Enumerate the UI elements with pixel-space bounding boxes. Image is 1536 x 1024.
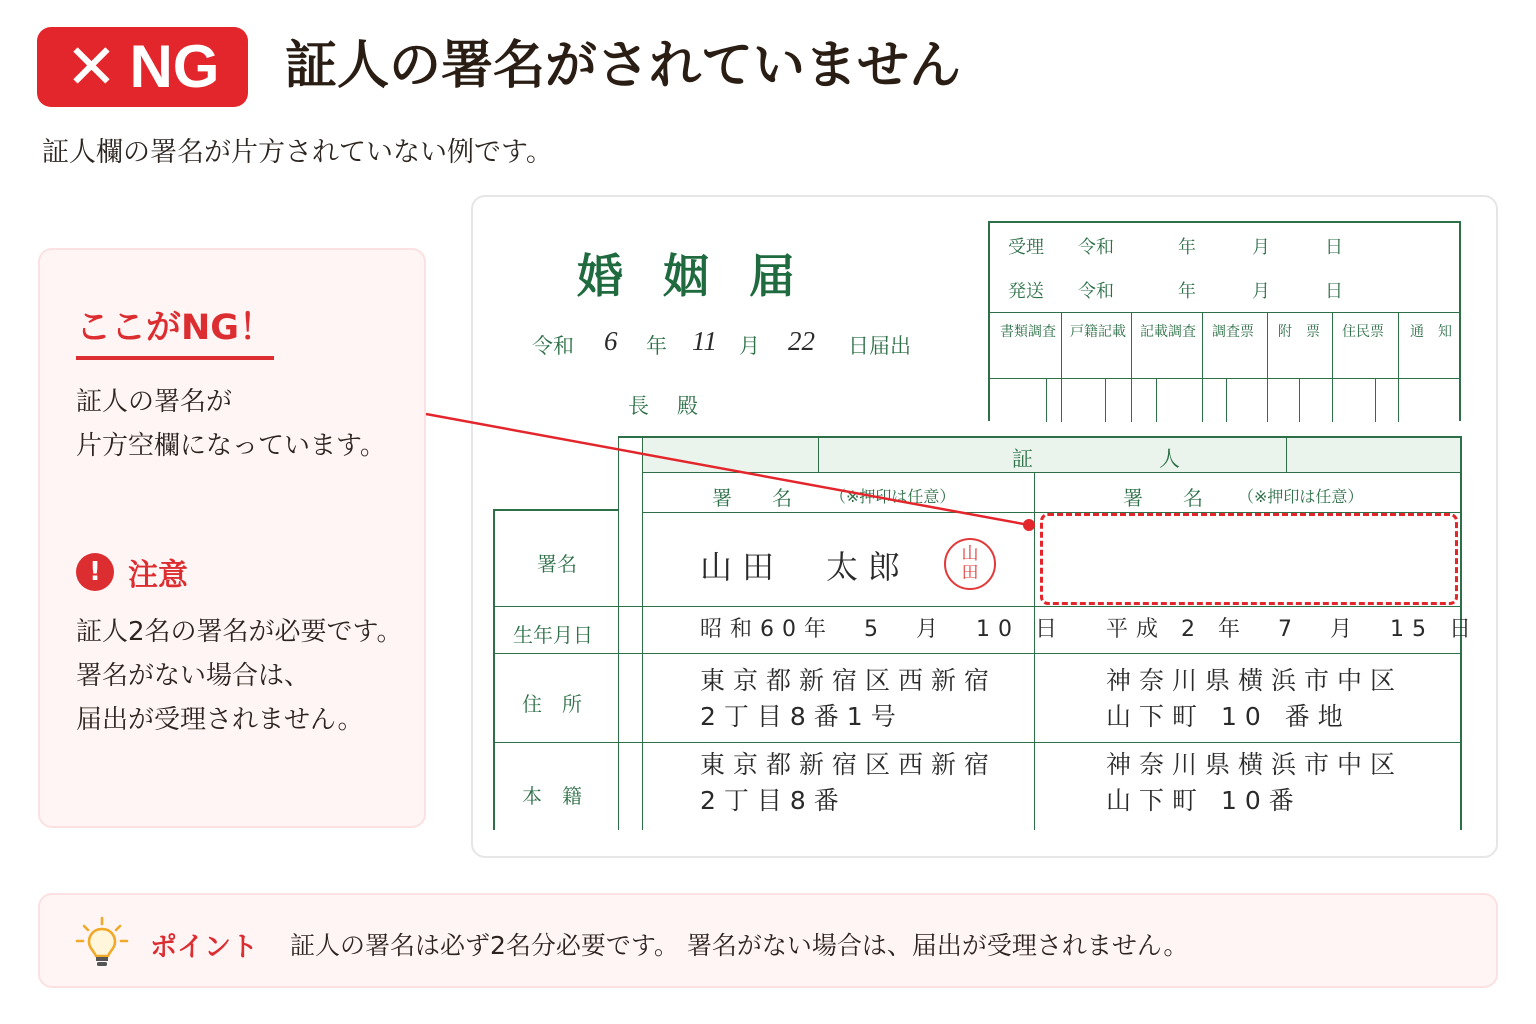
reception-day: 日 xyxy=(1325,281,1343,302)
note-line: 証人の署名が xyxy=(76,387,233,417)
reception-label: 受理 xyxy=(1008,237,1044,258)
reception-cell-label: 調査票 xyxy=(1212,324,1254,340)
reception-label: 発送 xyxy=(1008,281,1044,302)
form-month-label: 月 xyxy=(739,334,760,358)
exclamation-icon: ! xyxy=(76,553,114,591)
form-day: 22 xyxy=(788,326,815,356)
pointer-dot xyxy=(1023,519,1035,531)
page-title: 証人の署名がされていません xyxy=(285,36,962,96)
witness1-signature: 山田 太郎 xyxy=(700,548,911,586)
form-chou: 長殿 xyxy=(628,394,726,418)
pointer-connector xyxy=(426,414,1029,525)
caution-line: 署名がない場合は、 xyxy=(76,661,311,691)
form-year: 6 xyxy=(604,326,618,356)
reception-cell-label: 附 票 xyxy=(1278,324,1320,340)
form-title: 婚姻届 xyxy=(577,249,835,303)
cross-icon: ✕ xyxy=(65,30,118,103)
witness1-address-line2: 2丁目8番1号 xyxy=(700,702,904,731)
caution-line: 証人2名の署名が必要です。 xyxy=(76,617,403,647)
form-month: 11 xyxy=(692,326,717,356)
reception-era: 令和 xyxy=(1078,237,1114,258)
reception-month: 月 xyxy=(1252,281,1270,302)
row-label-honseki: 本 籍 xyxy=(522,784,582,808)
witness2-address-line1: 神奈川県横浜市中区 xyxy=(1106,666,1404,695)
form-year-label: 年 xyxy=(646,334,667,358)
reception-cell-label: 住民票 xyxy=(1342,324,1384,340)
witness-header: 証 人 xyxy=(1012,447,1180,471)
witness1-address-line1: 東京都新宿区西新宿 xyxy=(700,666,998,695)
witness2-honseki-line1: 神奈川県横浜市中区 xyxy=(1106,750,1404,779)
witness2-address-line2: 山下町 10 番地 xyxy=(1106,702,1351,731)
reception-cell-label: 書類調査 xyxy=(1000,324,1056,340)
point-banner xyxy=(38,893,1498,988)
reception-month: 月 xyxy=(1252,237,1270,258)
seal-optional-note: （※押印は任意） xyxy=(1238,487,1364,506)
lightbulb-icon xyxy=(74,915,130,971)
point-text: 証人の署名は必ず2名分必要です。 署名がない場合は、届出が受理されません。 xyxy=(290,931,1189,960)
signature-column-label: 署 名 xyxy=(712,486,792,510)
row-label-address: 住 所 xyxy=(522,692,582,716)
row-label-birthdate: 生年月日 xyxy=(513,623,593,647)
reception-cell-label: 記載調査 xyxy=(1140,324,1196,340)
note-line: 片方空欄になっています。 xyxy=(76,431,386,461)
seal-optional-note: （※押印は任意） xyxy=(830,487,956,506)
witness2-birthdate: 平成 2 年 7 月 15 日 xyxy=(1106,617,1479,642)
reception-year: 年 xyxy=(1178,281,1196,302)
row-label-signature: 署名 xyxy=(537,552,577,576)
witness2-honseki-line2: 山下町 10番 xyxy=(1106,786,1302,815)
page-subtitle: 証人欄の署名が片方されていない例です。 xyxy=(42,137,553,168)
point-label: ポイント xyxy=(150,932,258,963)
reception-era: 令和 xyxy=(1078,281,1114,302)
note-heading: ここがNG！ xyxy=(76,308,275,348)
form-day-label: 日届出 xyxy=(848,334,911,358)
seal-char: 田 xyxy=(961,563,979,583)
caution-label: 注意 xyxy=(128,558,188,593)
witness1-honseki-line1: 東京都新宿区西新宿 xyxy=(700,750,998,779)
reception-year: 年 xyxy=(1178,237,1196,258)
signature-column-label: 署 名 xyxy=(1123,486,1203,510)
ng-label: NG xyxy=(129,33,220,100)
witness1-birthdate: 昭和60年 5 月 10 日 xyxy=(700,617,1065,642)
reception-cell-label: 戸籍記載 xyxy=(1070,324,1126,340)
caution-line: 届出が受理されません。 xyxy=(76,705,364,735)
witness1-honseki-line2: 2丁目8番 xyxy=(700,786,847,815)
reception-cell-label: 通 知 xyxy=(1410,324,1452,340)
form-era: 令和 xyxy=(532,334,574,358)
reception-day: 日 xyxy=(1325,237,1343,258)
seal-char: 山 xyxy=(961,544,979,564)
